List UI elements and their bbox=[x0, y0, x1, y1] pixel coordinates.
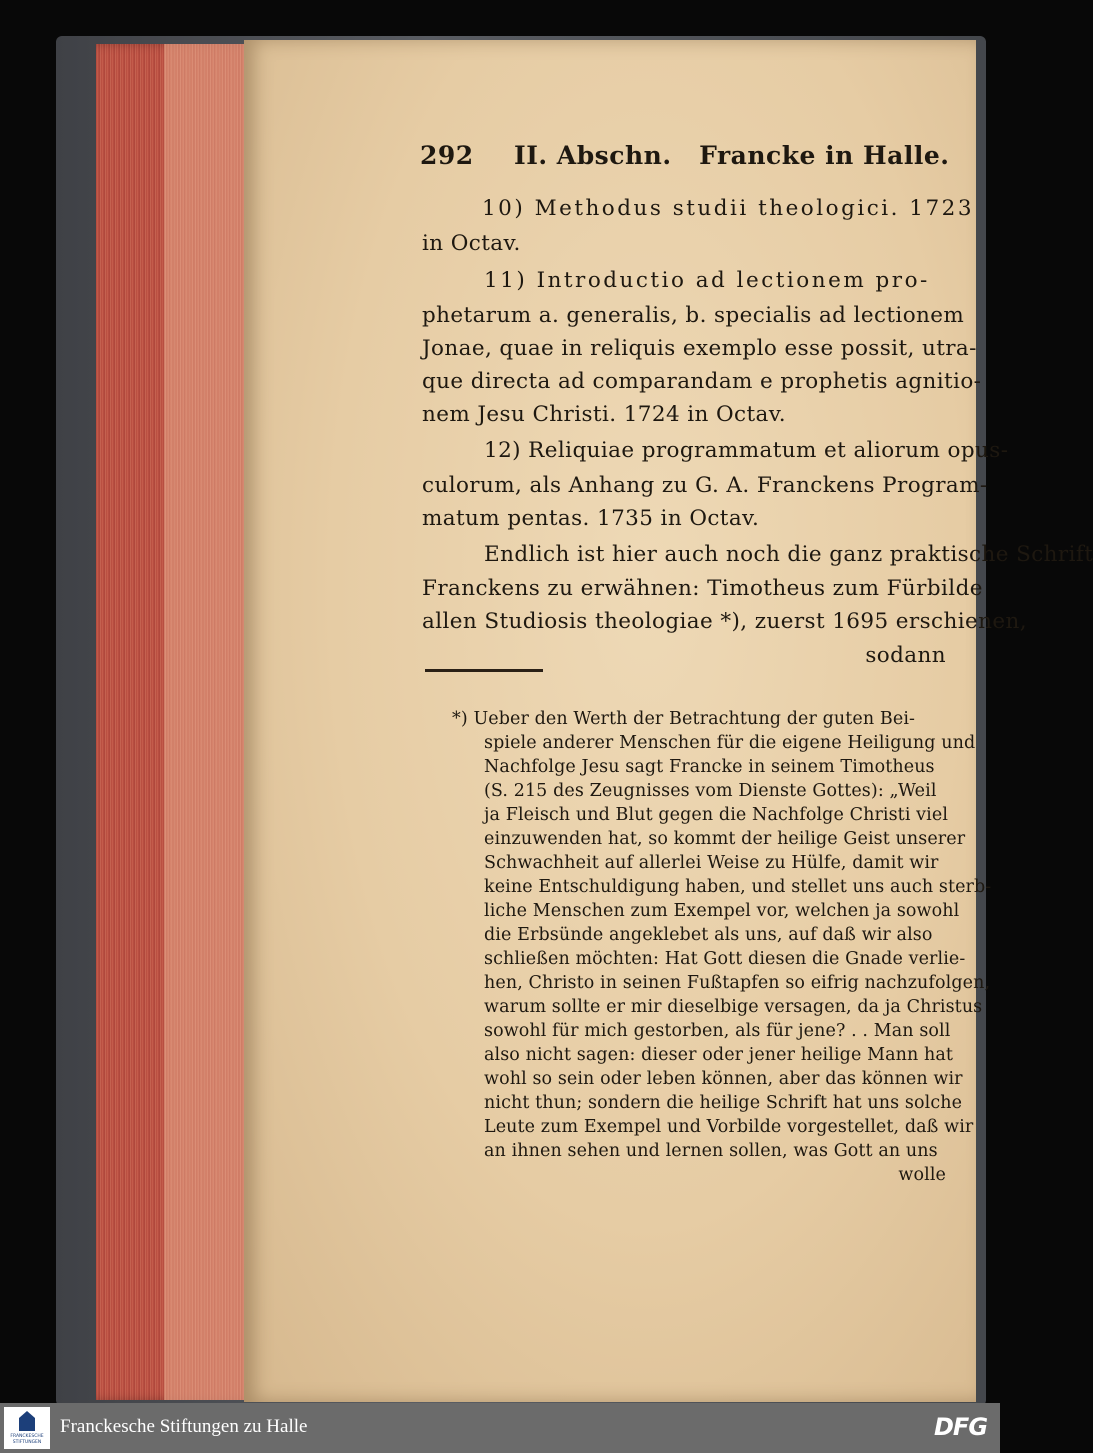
body-line: Franckens zu erwähnen: Timotheus zum Fürbilde bbox=[422, 576, 983, 601]
page-number: 292 bbox=[420, 141, 474, 170]
footnote-line: keine Entschuldigung haben, und stellet uns auch sterb- bbox=[484, 877, 992, 897]
footnote-catchword: wolle bbox=[898, 1165, 946, 1185]
institution-name: Franckesche Stiftungen zu Halle bbox=[60, 1416, 308, 1437]
footnote-line: sowohl für mich gestorben, als für jene? . . Man soll bbox=[484, 1021, 951, 1041]
body-line: allen Studiosis theologiae *), zuerst 1695 erschienen, bbox=[422, 609, 1027, 634]
body-line: que directa ad comparandam e prophetis agnitio- bbox=[422, 369, 982, 394]
footnote-line: also nicht sagen: dieser oder jener heilige Mann hat bbox=[484, 1045, 954, 1065]
footnote-line: nicht thun; sondern die heilige Schrift hat uns solche bbox=[484, 1093, 963, 1113]
footnote-line: liche Menschen zum Exempel vor, welchen ja sowohl bbox=[484, 901, 960, 921]
footnote-line: (S. 215 des Zeugnisses vom Dienste Gottes): „Weil bbox=[484, 781, 937, 801]
footnote-line: einzuwenden hat, so kommt der heilige Geist unserer bbox=[484, 829, 966, 849]
footnote-line: spiele anderer Menschen für die eigene Heiligung und bbox=[484, 733, 976, 753]
body-line: matum pentas. 1735 in Octav. bbox=[422, 506, 760, 531]
footnote-line: Nachfolge Jesu sagt Francke in seinem Timotheus bbox=[484, 757, 935, 777]
footnote-line: schließen möchten: Hat Gott diesen die Gnade verlie- bbox=[484, 949, 966, 969]
footnote-line: Leute zum Exempel und Vorbilde vorgestellet, daß wir bbox=[484, 1117, 974, 1137]
institution-logo bbox=[4, 1407, 50, 1449]
footnote-line: die Erbsünde angeklebet als uns, auf daß wir also bbox=[484, 925, 933, 945]
building-icon bbox=[19, 1411, 35, 1431]
footnote-line: wohl so sein oder leben können, aber das können wir bbox=[484, 1069, 963, 1089]
footnote-line: an ihnen sehen und lernen sollen, was Gott an uns bbox=[484, 1141, 938, 1161]
body-line: Jonae, quae in reliquis exemplo esse possit, utra- bbox=[422, 336, 977, 361]
body-line: nem Jesu Christi. 1724 in Octav. bbox=[422, 402, 786, 427]
logo-text: FRANCKESCHE STIFTUNGEN bbox=[10, 1434, 44, 1445]
footnote-line: warum sollte er mir dieselbige versagen, da ja Christus bbox=[484, 997, 983, 1017]
footnote-line: hen, Christo in seinen Fußtapfen so eifrig nachzufolgen, bbox=[484, 973, 991, 993]
body-line: Endlich ist hier auch noch die ganz praktische Schrift bbox=[484, 542, 1093, 567]
footnote-line: ja Fleisch und Blut gegen die Nachfolge Christi viel bbox=[484, 805, 949, 825]
page-edges bbox=[96, 44, 254, 1400]
body-line: 11) Introductio ad lectionem pro- bbox=[484, 268, 930, 293]
catchword: sodann bbox=[865, 643, 946, 668]
footnote-line: Schwachheit auf allerlei Weise zu Hülfe, damit wir bbox=[484, 853, 939, 873]
body-line: 12) Reliquiae programmatum et aliorum opus- bbox=[484, 438, 1009, 463]
body-line: culorum, als Anhang zu G. A. Franckens Program- bbox=[422, 473, 988, 498]
body-line: in Octav. bbox=[422, 231, 521, 256]
dfg-logo: DFG bbox=[934, 1413, 988, 1441]
footnote-line: *) Ueber den Werth der Betrachtung der guten Bei- bbox=[452, 709, 916, 729]
body-line: phetarum a. generalis, b. specialis ad lectionem bbox=[422, 303, 965, 328]
running-title: II. Abschn. Francke in Halle. bbox=[514, 141, 950, 170]
body-line: 10) Methodus studii theologici. 1723 bbox=[482, 196, 975, 221]
footnote-rule bbox=[425, 669, 543, 672]
